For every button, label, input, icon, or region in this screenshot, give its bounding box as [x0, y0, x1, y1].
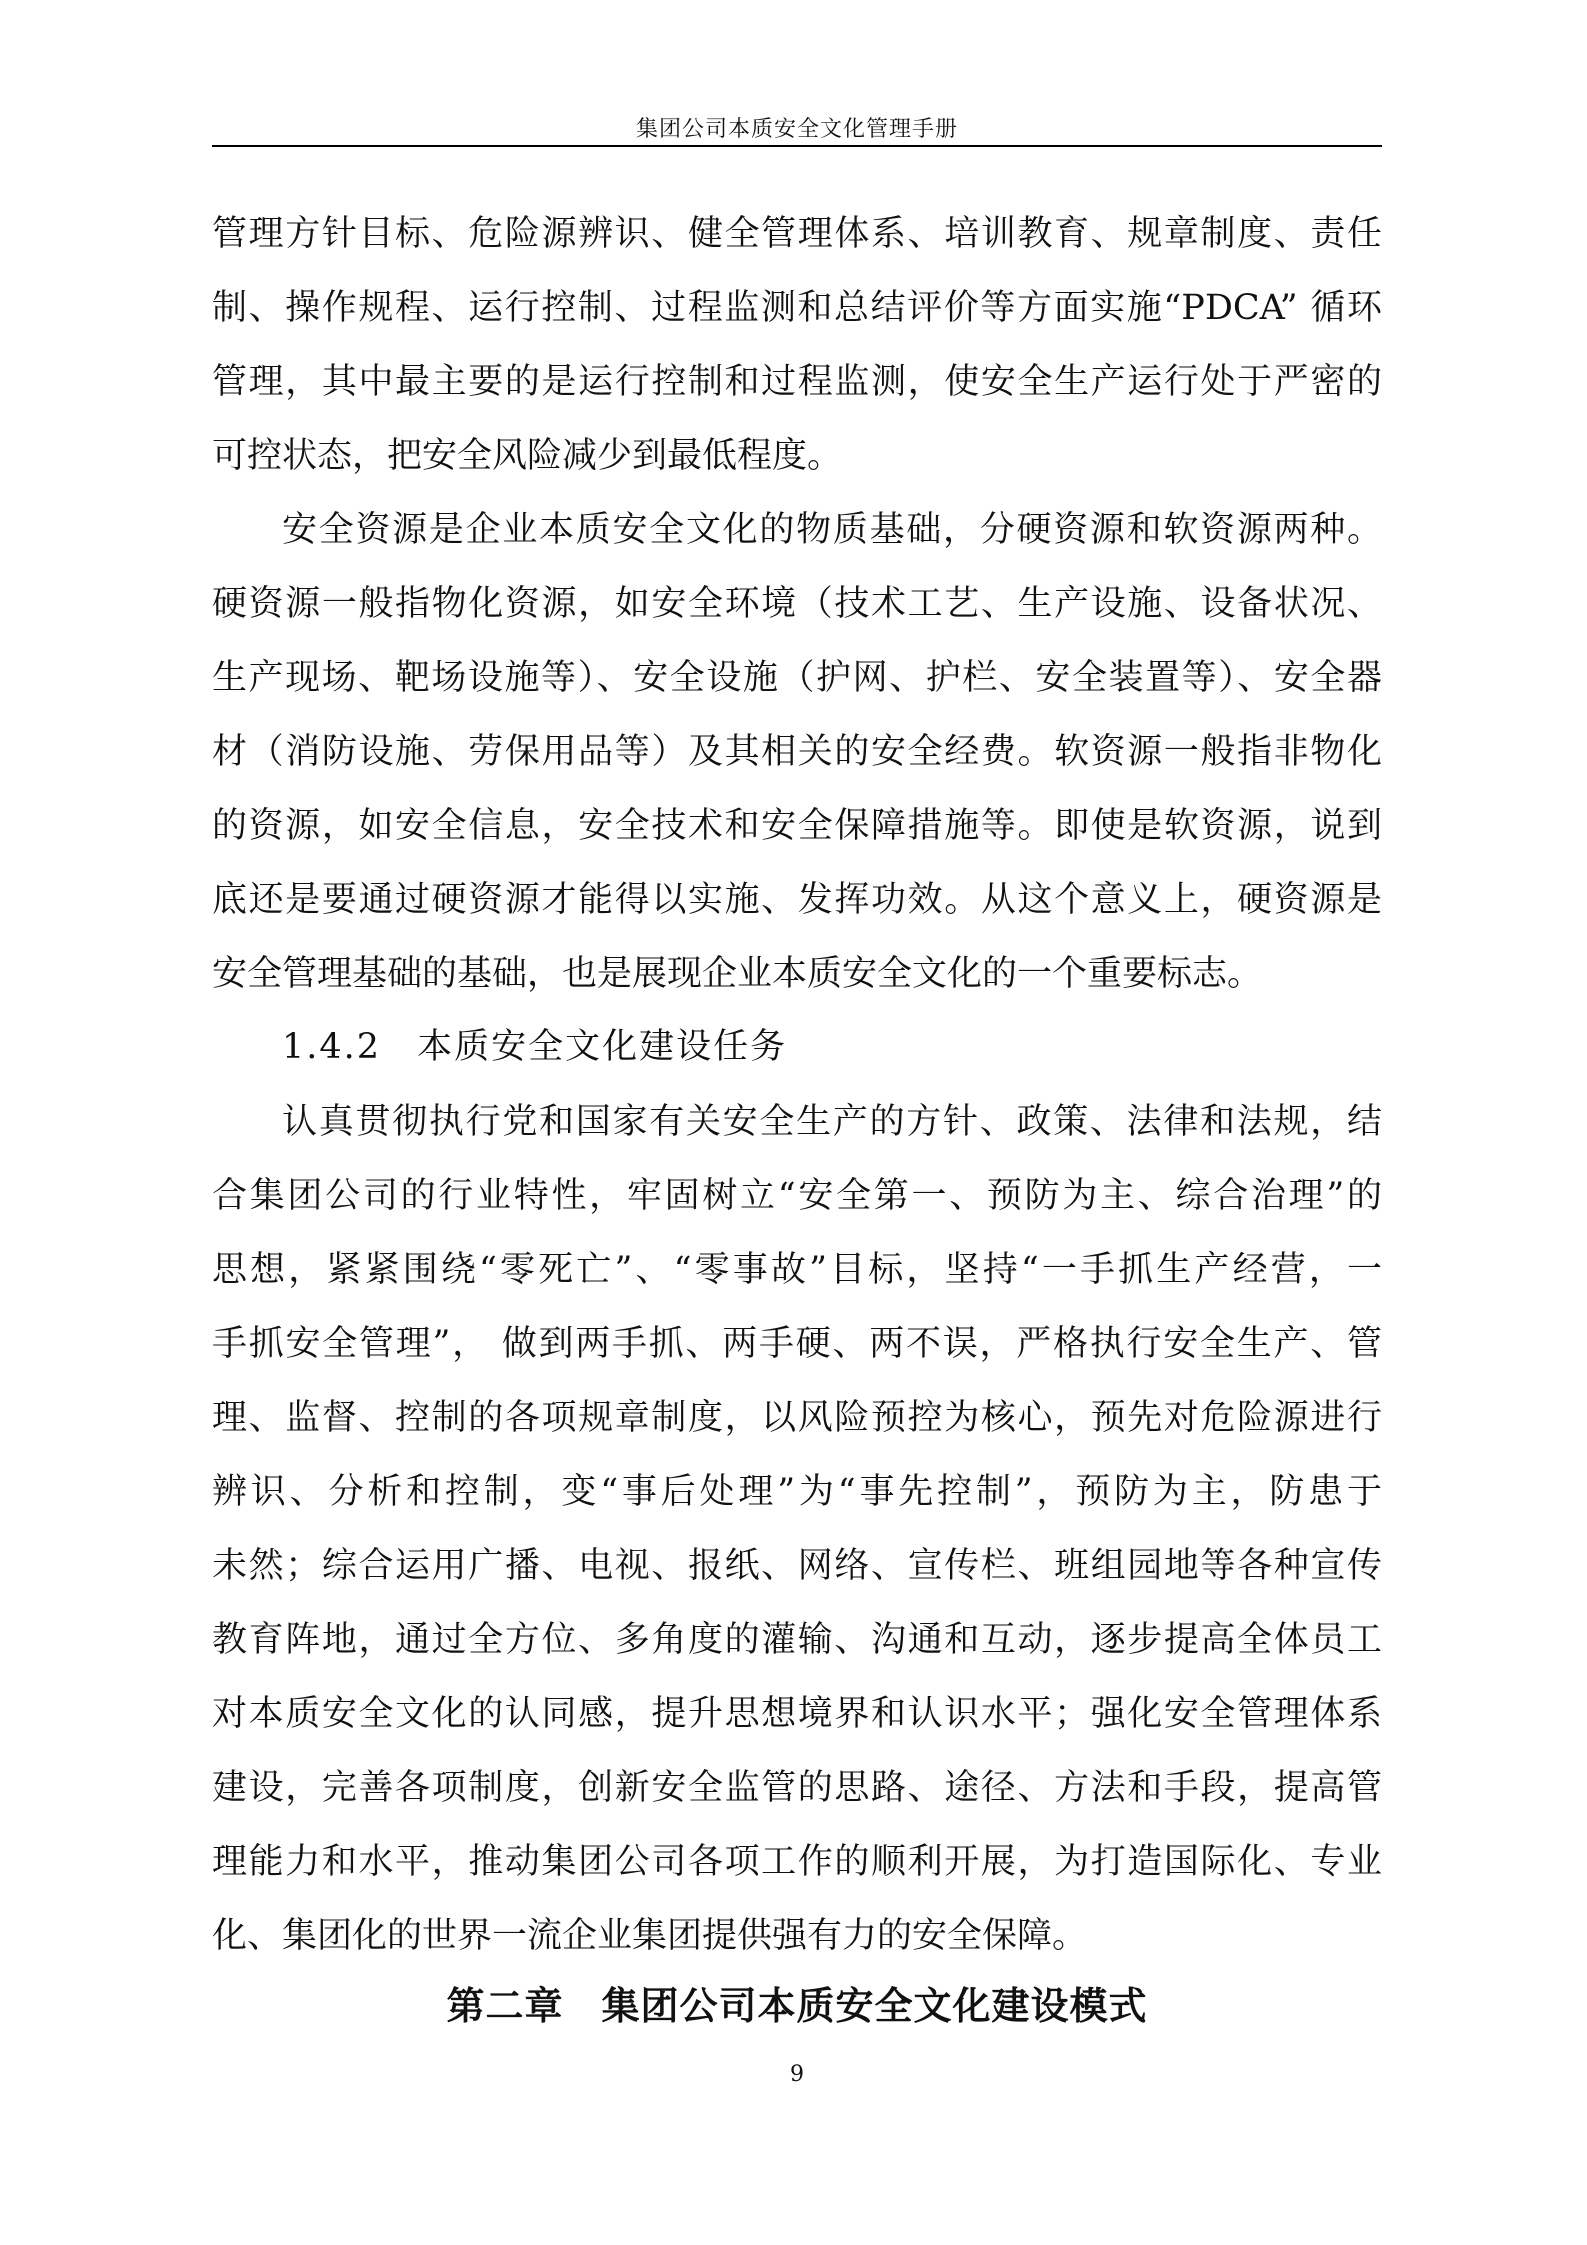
paragraph-3-line-9: 对本质安全文化的认同感，提升思想境界和认识水平；强化安全管理体系: [212, 1694, 1382, 1734]
section-number: 1.4.2: [282, 1027, 382, 1067]
paragraph-3-line-6: 辨识、分析和控制，变“事后处理”为“事先控制”，预防为主，防患于: [212, 1472, 1382, 1512]
paragraph-3-line-10: 建设，完善各项制度，创新安全监管的思路、途径、方法和手段，提高管: [212, 1768, 1382, 1808]
paragraph-3-line-3: 思想，紧紧围绕“零死亡”、“零事故”目标，坚持“一手抓生产经营，一: [212, 1250, 1382, 1290]
paragraph-1-line-4: 可控状态，把安全风险减少到最低程度。: [212, 436, 843, 476]
paragraph-2-line-5: 的资源，如安全信息，安全技术和安全保障措施等。即使是软资源，说到: [212, 806, 1382, 846]
chapter-label: 第二章: [446, 1984, 564, 2028]
paragraph-3-line-1: 认真贯彻执行党和国家有关安全生产的方针、政策、法律和法规，结: [282, 1102, 1382, 1142]
paragraph-1-line-3: 管理，其中最主要的是运行控制和过程监测，使安全生产运行处于严密的: [212, 362, 1382, 402]
section-heading: [282, 1017, 787, 1077]
paragraph-2-line-7: 安全管理基础的基础，也是展现企业本质安全文化的一个重要标志。: [212, 954, 1263, 994]
running-header: 集团公司本质安全文化管理手册: [635, 117, 958, 142]
page-number: 9: [790, 2062, 804, 2087]
paragraph-3-line-2: 合集团公司的行业特性，牢固树立“安全第一、预防为主、综合治理”的: [212, 1176, 1382, 1216]
chapter-name: 集团公司本质安全文化建设模式: [601, 1984, 1148, 2028]
paragraph-3-line-12: 化、集团化的世界一流企业集团提供强有力的安全保障。: [212, 1916, 1088, 1956]
paragraph-3-line-11: 理能力和水平，推动集团公司各项工作的顺利开展，为打造国际化、专业: [212, 1842, 1382, 1882]
paragraph-2-line-3: 生产现场、靶场设施等）、安全设施（护网、护栏、安全装置等）、安全器: [212, 658, 1382, 698]
header-rule: [212, 145, 1382, 147]
paragraph-3-line-7: 未然；综合运用广播、电视、报纸、网络、宣传栏、班组园地等各种宣传: [212, 1546, 1382, 1586]
paragraph-2-line-1: 安全资源是企业本质安全文化的物质基础，分硬资源和软资源两种。: [282, 510, 1382, 550]
paragraph-3-line-4: 手抓安全管理”， 做到两手抓、两手硬、两不误，严格执行安全生产、管: [212, 1324, 1382, 1364]
paragraph-3-line-8: 教育阵地，通过全方位、多角度的灌输、沟通和互动，逐步提高全体员工: [212, 1620, 1382, 1660]
paragraph-2-line-4: 材（消防设施、劳保用品等）及其相关的安全经费。软资源一般指非物化: [212, 732, 1382, 772]
paragraph-1-line-1: 管理方针目标、危险源辨识、健全管理体系、培训教育、规章制度、责任: [212, 214, 1382, 254]
paragraph-1-line-2: 制、操作规程、运行控制、过程监测和总结评价等方面实施“PDCA” 循环: [212, 288, 1382, 328]
paragraph-3-line-5: 理、监督、控制的各项规章制度，以风险预控为核心，预先对危险源进行: [212, 1398, 1382, 1438]
section-title: 本质安全文化建设任务: [417, 1027, 788, 1067]
paragraph-2-line-6: 底还是要通过硬资源才能得以实施、发挥功效。从这个意义上，硬资源是: [212, 880, 1382, 920]
paragraph-2-line-2: 硬资源一般指物化资源，如安全环境（技术工艺、生产设施、设备状况、: [212, 584, 1382, 624]
chapter-title: [212, 1978, 1382, 2034]
